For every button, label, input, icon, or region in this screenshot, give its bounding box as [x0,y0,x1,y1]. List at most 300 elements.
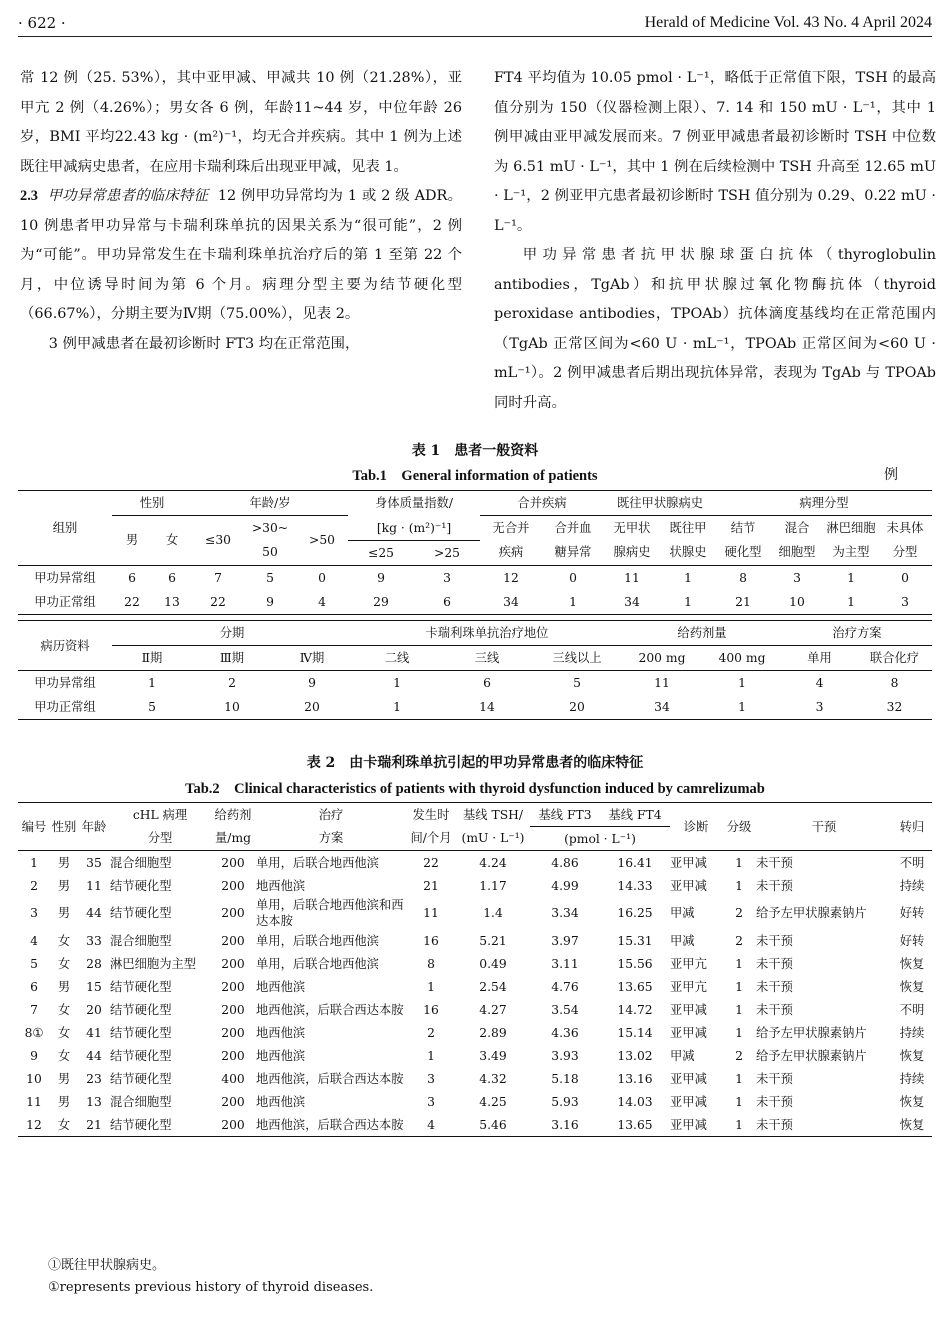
th-age-30-50-b: 50 [262,545,278,560]
th-age: 年龄/岁 [192,491,348,516]
table-row [18,590,932,615]
cell-sex: 女 [57,1048,71,1063]
cell-tsh: 4.25 [479,1094,507,1109]
footnote-en: ①represents previous history of thyroid diseases. [48,1280,374,1295]
paragraph: 甲功异常患者抗甲状腺球蛋白抗体（thyroglobulin antibodies，TgAb）和抗甲状腺过氧化物酶抗体（thyroid peroxidase antibodies，TPOAb）抗体滴度基线均在正常范围内（TgAb 正常区间为<60 U · mL⁻¹，TPOAb 正常区间为<60 U · mL⁻¹）。2 例甲减患者后期出现抗体异常，表现为 TgAb 与 TPOAb 同时升高。 [494,247,936,411]
th-sex: 性别 [112,491,192,516]
table1 [18,490,932,615]
cell: 4 [318,594,326,609]
th-grade: 分级 [726,819,752,834]
cell-outcome: 好转 [899,906,925,920]
cell-sex: 女 [57,933,71,948]
cell-grade: 2 [735,1048,743,1063]
cell: 6 [483,676,491,690]
th-stage-4: Ⅳ期 [299,651,325,665]
cell: 21 [735,594,751,609]
cell: 5 [573,676,581,690]
cell: 9 [266,594,274,609]
cell-age: 41 [86,1025,102,1040]
cell-time: 1 [427,1048,435,1063]
table1-caption-cn: 表 1 患者一般资料 [411,443,539,459]
th-records: 病历资料 [40,638,90,653]
cell-tsh: 4.27 [479,1002,507,1017]
cell: 13 [164,594,180,609]
cell-grade: 1 [735,1071,743,1086]
cell-outcome: 持续 [899,1025,925,1040]
th-dose-200: 200 mg [638,651,686,665]
cell: 10 [224,700,240,714]
cell-age: 23 [86,1071,102,1086]
cell-tsh: 5.21 [479,933,507,948]
cell-outcome: 恢复 [899,979,925,994]
cell: 34 [503,594,519,609]
left-column [20,64,462,359]
cell-path: 结节硬化型 [110,1025,172,1040]
cell: 8 [739,570,747,585]
cell-no: 10 [26,1071,42,1086]
cell-dose: 200 [221,878,245,893]
cell: 12 [503,570,519,585]
cell: 34 [654,700,670,714]
cell-interv: 未干预 [756,979,793,994]
cell-no: 11 [26,1094,42,1109]
cell-time: 3 [427,1071,435,1086]
cell: 1 [684,594,692,609]
cell-diag: 甲减 [670,1048,695,1063]
page-header [18,12,932,37]
cell-outcome: 好转 [899,933,925,948]
cell-no: 7 [30,1002,38,1017]
cell-time: 21 [423,878,439,893]
cell: 34 [624,594,640,609]
cell-tsh: 0.49 [479,956,507,971]
cell-grade: 1 [735,1094,743,1109]
cell-tsh: 5.46 [479,1117,507,1132]
table-row [18,1021,932,1044]
cell-outcome: 不明 [899,1002,925,1017]
cell-outcome: 恢复 [899,956,925,971]
cell-diag: 亚甲减 [670,1117,707,1132]
cell-plan: 单用，后联合地西他滨和西达本胺 [256,898,404,928]
cell: 20 [304,700,320,714]
cell: 8 [890,676,899,690]
cell: 9 [377,570,385,585]
th-pathology: cHL 病理 [132,807,188,822]
th-bmi-unit: [kg · (m²)⁻¹] [348,516,480,541]
cell-grade: 2 [735,933,743,948]
th-prior-history-b: 状腺史 [669,545,707,560]
th-unspecified: 未具体 [886,521,924,535]
cell-ft4: 15.31 [617,933,653,948]
cell-grade: 1 [735,1025,743,1040]
cell-path: 结节硬化型 [110,1071,172,1086]
cell-tsh: 4.32 [479,1071,507,1086]
cell-ft3: 3.34 [551,906,579,920]
cell-dose: 200 [221,956,245,971]
cell: 4 [815,676,824,690]
table-row [18,975,932,998]
th-mixed-b: 细胞型 [778,545,816,560]
cell-ft4: 16.25 [617,906,653,920]
cell-tsh: 3.49 [479,1048,507,1063]
section-title: 甲功异常患者的临床特征 [47,188,209,204]
cell: 6 [128,570,136,585]
cell-path: 淋巴细胞为主型 [110,956,197,971]
cell-age: 35 [86,855,102,870]
cell-interv: 未干预 [756,956,793,971]
journal-title: Herald of Medicine Vol. 43 No. 4 April 2024 [644,14,932,31]
table-row [18,1067,932,1090]
cell: 3 [901,594,909,609]
cell-no: 9 [30,1048,38,1063]
cell: 1 [738,700,746,714]
cell: 2 [228,676,236,690]
cell-time: 3 [427,1094,435,1109]
cell-sex: 女 [57,956,71,971]
cell-path: 结节硬化型 [110,878,172,893]
cell-tsh: 2.54 [479,979,507,994]
th-diagnosis: 诊断 [683,819,709,834]
cell: 1 [684,570,692,585]
th-no-comorbidity-b: 疾病 [498,545,524,560]
paragraph: FT4 平均值为 10.05 pmol · L⁻¹，略低于正常值下限，TSH 的最高值分别为 150（仪器检测上限）、7. 14 和 150 mU · L⁻¹，其中 1 例甲减由亚甲减发展而来。7 例亚甲减患者最初诊断时 TSH 中位数为 6.51 mU · L⁻¹，其中 1 例在后续检测中 TSH 升高至 12.65 mU · L⁻¹，2 例亚甲亢患者最初诊断时 TSH 值分别为 0.29、0.22 mU · L⁻¹。 [494,70,936,234]
cell-ft3: 3.11 [551,956,579,971]
th-age: 年龄 [81,819,107,834]
th-pathology-b: 分型 [147,831,173,846]
cell-interv: 未干预 [756,855,793,870]
cell-diag: 亚甲减 [670,1002,707,1017]
table-row [18,565,932,590]
paragraph: 3 例甲减患者在最初诊断时 FT3 均在正常范围， [48,335,360,352]
th-history: 既往甲状腺病史 [604,491,716,516]
cell: 7 [214,570,222,585]
th-line-4: 三线以上 [552,651,602,665]
cell-diag: 甲减 [670,906,695,920]
cell-age: 15 [86,979,102,994]
cell-dose: 400 [221,1071,245,1086]
cell-grade: 1 [735,979,743,994]
th-nodular-b: 硬化型 [724,545,762,560]
cell-ft3: 5.18 [551,1071,579,1086]
table-row [18,1113,932,1137]
th-no-history-b: 腺病史 [613,545,651,560]
cell-sex: 男 [57,855,71,870]
th-ft-unit: (pmol · L⁻¹) [564,831,636,846]
cell-ft4: 13.02 [617,1048,653,1063]
cell-age: 33 [86,933,102,948]
cell-dose: 200 [221,933,245,948]
cell: 22 [210,594,226,609]
cell-path: 混合细胞型 [110,1094,172,1109]
table-row [18,998,932,1021]
th-nodular: 结节 [730,521,756,535]
table-row [18,695,932,720]
cell: 6 [443,594,451,609]
cell-no: 3 [30,906,38,920]
cell-time: 22 [423,855,439,870]
table-row [18,929,932,952]
cell: 11 [624,570,640,585]
cell-outcome: 持续 [899,1071,925,1086]
cell-tsh: 1.4 [483,906,503,920]
cell-plan: 单用，后联合地西他滨 [256,933,379,948]
cell-grade: 1 [735,878,743,893]
th-pathology: 病理分型 [716,491,932,516]
cell-ft4: 14.72 [617,1002,653,1017]
th-group: 组别 [52,520,78,535]
cell: 32 [886,700,903,714]
th-age-30-50: >30~ [251,521,289,535]
cell-sex: 男 [57,878,71,893]
th-bmi-le25: ≤25 [368,545,394,560]
paragraph: 常 12 例（25. 53%），其中亚甲减、甲减共 10 例（21.28%），亚甲亢 2 例（4.26%）；男女各 6 例，年龄11~44 岁，中位年龄 26 岁，BMI 平均22.43 kg · (m²)⁻¹，均无合并疾病。其中 1 例为上述既往甲减病史患者，在应用卡瑞利珠后出现亚甲减，见表 1。 [20,70,462,175]
table-row [18,952,932,975]
table-row [18,874,932,897]
cell-plan: 地西他滨 [256,878,306,893]
th-stage: 分期 [112,621,352,646]
cell: 1 [148,676,156,690]
th-lymph-b: 为主型 [832,545,870,560]
th-plan-b: 方案 [318,831,344,846]
cell-time: 2 [427,1025,435,1040]
cell: 5 [148,700,156,714]
cell-plan: 地西他滨 [256,979,306,994]
cell-ft3: 3.97 [551,933,579,948]
cell-path: 结节硬化型 [110,906,172,920]
cell-ft3: 5.93 [551,1094,579,1109]
footnote-cn: ①既往甲状腺病史。 [48,1258,166,1273]
row-label: 甲功异常组 [34,570,96,585]
cell: 6 [168,570,176,585]
cell: 0 [569,570,577,585]
cell-path: 结节硬化型 [110,1048,172,1063]
cell-outcome: 恢复 [899,1048,925,1063]
th-outcome: 转归 [899,819,925,834]
th-age-le30: ≤30 [205,533,231,548]
cell-path: 结节硬化型 [110,1002,172,1017]
cell-ft4: 13.65 [617,979,653,994]
th-ft3: 基线 FT3 [530,803,600,827]
cell-time: 11 [423,906,439,920]
cell-tsh: 2.89 [479,1025,507,1040]
cell-age: 13 [86,1094,102,1109]
page-number: · 622 · [18,14,66,32]
cell-dose: 200 [221,1117,245,1132]
th-dose: 给药剂 [214,807,252,822]
cell-diag: 亚甲减 [670,878,707,893]
th-female: 女 [165,533,179,548]
cell: 29 [373,594,389,609]
th-bmi-gt25: >25 [434,545,460,560]
cell-ft3: 3.16 [551,1117,579,1132]
th-stage-2: Ⅱ期 [141,651,163,665]
cell-age: 44 [86,1048,102,1063]
cell-grade: 1 [735,855,743,870]
th-male: 男 [125,533,139,548]
cell-ft4: 14.03 [617,1094,653,1109]
cell-outcome: 恢复 [899,1117,925,1132]
table1-caption-en: Tab.1 General information of patients [352,468,598,484]
cell-ft4: 15.14 [617,1025,653,1040]
cell-ft3: 4.36 [551,1025,579,1040]
th-treatment-line: 卡瑞利珠单抗治疗地位 [352,621,622,646]
th-age-gt50: >50 [309,533,335,548]
cell-ft4: 14.33 [617,878,653,893]
cell-plan: 地西他滨 [256,1025,306,1040]
th-glucose: 合并血 [554,521,592,535]
cell-diag: 亚甲减 [670,1094,707,1109]
cell-path: 混合细胞型 [110,855,172,870]
cell-interv: 未干预 [756,1117,793,1132]
cell-interv: 给予左甲状腺素钠片 [756,906,867,920]
th-tsh-unit: (mU · L⁻¹) [461,831,525,846]
th-line-2: 二线 [384,651,410,665]
table-row [18,897,932,929]
cell-time: 1 [427,979,435,994]
th-lymph: 淋巴细胞 [826,521,876,535]
cell-tsh: 4.24 [479,855,507,870]
cell-plan: 地西他滨，后联合西达本胺 [256,1117,404,1132]
th-stage-3: Ⅲ期 [219,651,245,665]
cell-plan: 地西他滨 [256,1094,306,1109]
table1-part2 [18,620,932,720]
cell-age: 21 [86,1117,102,1132]
cell-sex: 女 [57,1025,71,1040]
cell-dose: 200 [221,1002,245,1017]
th-onset-b: 间/个月 [410,831,452,846]
th-prior-history: 既往甲 [669,521,707,535]
cell-no: 4 [30,933,38,948]
cell: 1 [569,594,577,609]
cell-diag: 亚甲亢 [670,979,707,994]
cell-no: 8① [24,1025,44,1040]
cell-ft3: 3.93 [551,1048,579,1063]
cell: 1 [738,676,746,690]
cell: 1 [847,570,855,585]
cell-ft3: 4.76 [551,979,579,994]
cell-age: 11 [86,878,102,893]
cell-grade: 2 [735,906,743,920]
cell-time: 16 [423,1002,439,1017]
cell-interv: 未干预 [756,1002,793,1017]
cell-ft3: 4.99 [551,878,579,893]
cell: 9 [308,676,316,690]
th-tsh: 基线 TSH/ [463,807,523,822]
cell-interv: 未干预 [756,1071,793,1086]
cell-age: 20 [86,1002,102,1017]
cell-time: 16 [423,933,439,948]
cell-sex: 女 [57,1002,71,1017]
cell-dose: 200 [221,1048,245,1063]
cell-diag: 亚甲减 [670,1071,707,1086]
right-column [494,64,936,418]
cell-no: 1 [30,855,38,870]
table-row [18,1090,932,1113]
th-comorbidity: 合并疾病 [480,491,604,516]
cell-dose: 200 [221,1094,245,1109]
cell-grade: 1 [735,1002,743,1017]
th-plan: 治疗方案 [782,621,932,646]
section-text: 12 例甲功异常均为 1 或 2 级 ADR。10 例患者甲功异常与卡瑞利珠单抗的因果关系为“很可能”，2 例为“可能”。甲功异常发生在卡瑞利珠单抗治疗后的第 1 至第 22 个月，中位诱导时间为第 6 个月。病理分型主要为结节硬化型（66.67%），分期主要为Ⅳ期（75.00%），见表 2。 [20,188,462,322]
cell-ft4: 13.65 [617,1117,653,1132]
table2-caption-cn: 表 2 由卡瑞利珠单抗引起的甲功异常患者的临床特征 [306,755,644,771]
cell-outcome: 恢复 [899,1094,925,1109]
th-intervention: 干预 [811,819,837,834]
th-no-history: 无甲状 [613,521,651,535]
cell-path: 混合细胞型 [110,933,172,948]
cell-plan: 单用，后联合地西他滨 [256,956,379,971]
cell-plan: 地西他滨，后联合西达本胺 [256,1002,404,1017]
row-label: 甲功正常组 [34,700,96,714]
cell-ft4: 16.41 [617,855,653,870]
cell-no: 6 [30,979,38,994]
cell: 1 [393,676,401,690]
cell-path: 结节硬化型 [110,1117,172,1132]
th-bmi: 身体质量指数/ [375,496,453,511]
cell-time: 8 [427,956,435,971]
cell: 1 [393,700,401,714]
cell-no: 12 [26,1117,42,1132]
cell-no: 5 [30,956,38,971]
cell-interv: 未干预 [756,933,793,948]
table1-unit: 例 [884,467,898,483]
th-dose: 给药剂量 [622,621,782,646]
table-row [18,671,932,696]
cell-sex: 男 [57,906,71,920]
cell-diag: 甲减 [670,933,695,948]
cell-dose: 200 [221,979,245,994]
cell-tsh: 1.17 [479,878,507,893]
cell-ft3: 3.54 [551,1002,579,1017]
cell: 14 [479,700,495,714]
section-2-3 [20,182,462,330]
th-dose-400: 400 mg [718,651,766,665]
table-row [18,851,932,875]
cell-age: 28 [86,956,102,971]
section-number: 2.3 [20,188,38,204]
th-onset: 发生时 [412,807,450,822]
cell-outcome: 持续 [899,878,925,893]
th-ft4: 基线 FT4 [600,803,670,827]
cell-outcome: 不明 [899,855,925,870]
cell: 11 [654,676,670,690]
cell-sex: 男 [57,979,71,994]
th-mixed: 混合 [784,521,810,535]
cell: 0 [901,570,909,585]
row-label: 甲功异常组 [34,676,96,690]
th-dose-b: 量/mg [215,831,251,846]
table2 [18,802,932,1137]
row-label: 甲功正常组 [34,594,96,609]
cell: 20 [569,700,585,714]
cell-interv: 未干预 [756,878,793,893]
cell-plan: 地西他滨，后联合西达本胺 [256,1071,404,1086]
cell-sex: 男 [57,1071,71,1086]
cell-time: 4 [427,1117,435,1132]
cell-diag: 亚甲减 [670,1025,707,1040]
cell: 3 [815,700,824,714]
cell-interv: 未干预 [756,1094,793,1109]
cell-diag: 亚甲减 [670,855,707,870]
th-sex: 性别 [51,819,77,834]
cell-no: 2 [30,878,38,893]
cell: 3 [443,570,451,585]
cell-ft4: 15.56 [617,956,653,971]
cell-sex: 女 [57,1117,71,1132]
table2-caption-en: Tab.2 Clinical characteristics of patients with thyroid dysfunction induced by camrelizumab [185,781,765,797]
cell: 5 [266,570,274,585]
cell-grade: 1 [735,1117,743,1132]
